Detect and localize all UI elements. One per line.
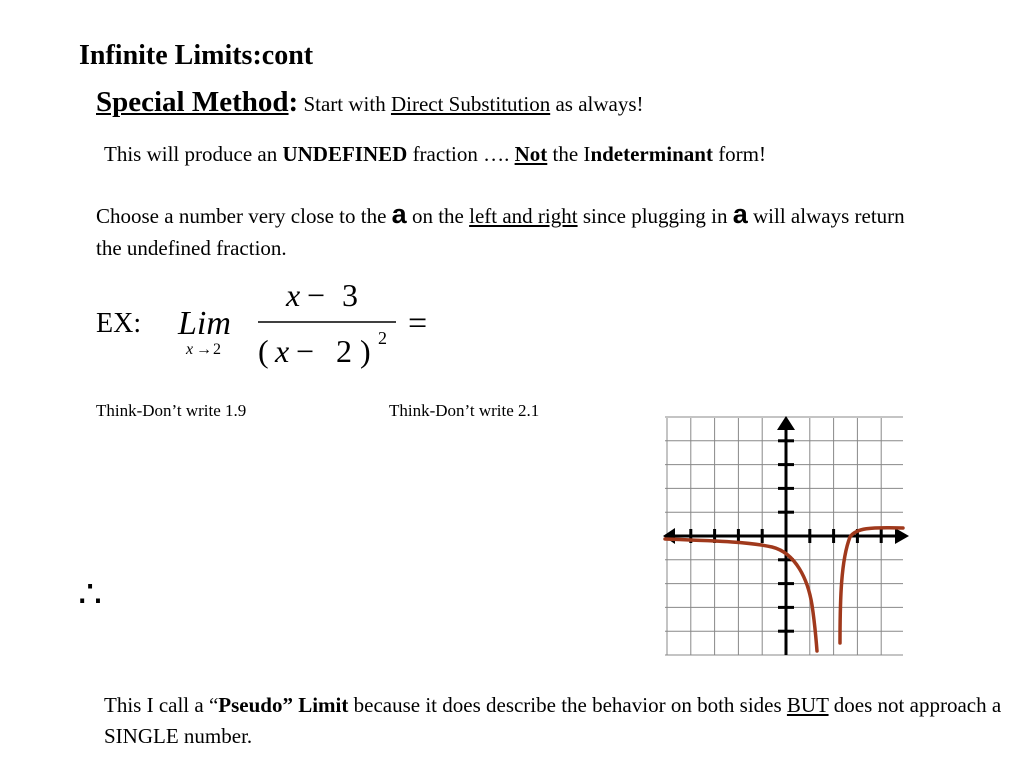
left-branch-curve bbox=[665, 539, 817, 651]
denominator-x: x bbox=[275, 333, 290, 369]
x-axis-left-arrow bbox=[663, 528, 675, 544]
asymptote-graph bbox=[660, 410, 910, 660]
right-branch-curve bbox=[840, 528, 903, 643]
undefined-part1: This will produce an bbox=[104, 142, 283, 166]
slide-title: Infinite Limits:cont bbox=[79, 40, 314, 71]
y-axis-arrow bbox=[777, 416, 795, 430]
choose-part2: on the bbox=[406, 204, 470, 228]
example-label: EX: bbox=[96, 308, 142, 339]
numerator-x: x bbox=[286, 277, 301, 313]
left-and-right-text: left and right bbox=[469, 204, 578, 228]
denominator-exponent: 2 bbox=[378, 328, 387, 348]
choose-part1: Choose a number very close to the bbox=[96, 204, 392, 228]
undefined-part2: fraction …. bbox=[407, 142, 515, 166]
choose-number-paragraph bbox=[96, 198, 916, 264]
therefore-symbol: ∴ bbox=[78, 574, 103, 616]
denominator-minus: − bbox=[296, 333, 315, 369]
choose-a-second: a bbox=[732, 199, 748, 229]
equals-sign: = bbox=[408, 305, 428, 342]
pseudo-part1: This I call a “ bbox=[104, 693, 219, 717]
numerator-minus: − bbox=[307, 277, 326, 313]
lim-sub-arrow: → bbox=[196, 341, 212, 358]
special-method-text-start: Start with bbox=[298, 92, 391, 116]
denominator-value: 2 bbox=[336, 333, 352, 369]
special-method-text-end: as always! bbox=[550, 92, 644, 116]
lim-text: Lim bbox=[178, 305, 231, 342]
undefined-part4: form! bbox=[712, 142, 767, 166]
numerator-value: 3 bbox=[342, 277, 358, 313]
choose-a-first: a bbox=[391, 199, 407, 229]
choose-part4: will always return the undefined fraction. bbox=[96, 204, 905, 260]
choose-part3: since plugging in bbox=[577, 204, 733, 228]
undefined-bold: UNDEFINED bbox=[282, 142, 408, 166]
direct-substitution-text: Direct Substitution bbox=[390, 92, 551, 116]
but-underlined: BUT bbox=[786, 693, 829, 717]
indeterminant-bold: ndeterminant bbox=[590, 142, 713, 166]
denominator-close-paren: ) bbox=[360, 333, 371, 369]
special-method-heading: Special Method bbox=[96, 86, 289, 118]
lim-sub-value: 2 bbox=[213, 341, 221, 358]
lim-sub-x: x bbox=[186, 341, 194, 358]
not-emphasis: Not bbox=[514, 142, 548, 166]
undefined-fraction-line bbox=[104, 142, 766, 167]
think-right-value: Think-Don’t write 2.1 bbox=[389, 401, 540, 420]
pseudo-limit-paragraph bbox=[104, 690, 1004, 752]
think-left-value: Think-Don’t write 1.9 bbox=[96, 401, 247, 420]
special-method-line bbox=[96, 86, 644, 119]
pseudo-part3: does not approach a SINGLE number. bbox=[104, 693, 1002, 748]
pseudo-limit-bold: Pseudo” Limit bbox=[218, 693, 349, 717]
pseudo-part2: because it does describe the behavior on both sides bbox=[348, 693, 787, 717]
undefined-part3: the I bbox=[547, 142, 591, 166]
special-method-colon: : bbox=[288, 86, 299, 118]
denominator-open-paren: ( bbox=[258, 333, 269, 369]
x-axis-arrow bbox=[895, 528, 909, 544]
limit-expression bbox=[170, 276, 450, 369]
